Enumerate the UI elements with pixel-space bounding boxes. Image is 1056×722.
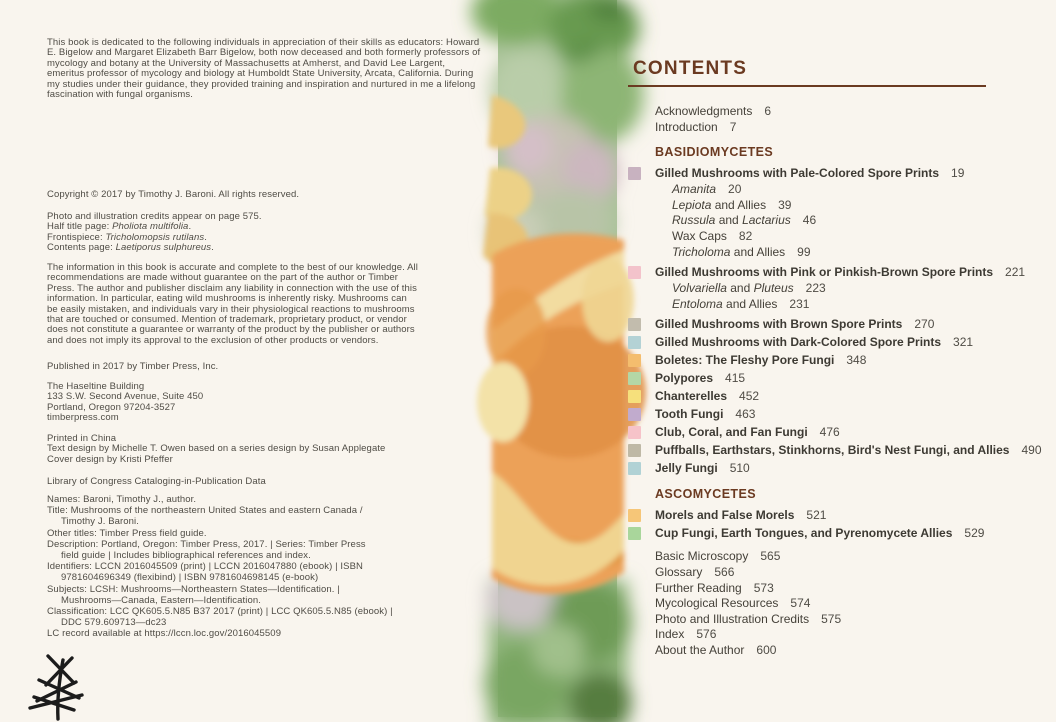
toc-page-number: 223 [805, 281, 826, 296]
loc-cataloging-heading: Library of Congress Cataloging-in-Publication Data [47, 476, 266, 487]
cip-data-block [47, 494, 487, 640]
section-heading: BASIDIOMYCETES [655, 145, 774, 160]
publisher-address [47, 382, 477, 424]
toc-page-number: 490 [1021, 443, 1042, 458]
toc-entry-label [672, 297, 777, 313]
toc-page-number: 348 [846, 353, 867, 368]
toc-entry-label [672, 182, 716, 198]
toc-entry-label: Basic Microscopy [655, 549, 749, 564]
category-color-swatch [628, 372, 641, 385]
toc-entry-label: Glossary [655, 564, 703, 579]
toc-page-number: 575 [821, 611, 842, 626]
toc-entry-main [628, 315, 1042, 333]
toc-entry-label [672, 229, 727, 245]
toc-entry [628, 612, 1042, 628]
toc-entry-main [628, 369, 1042, 387]
toc-entry-sub [628, 213, 1042, 229]
category-color-swatch [628, 318, 641, 331]
toc-entry-label: Gilled Mushrooms with Pale-Colored Spore Prints [655, 166, 940, 181]
cip-line: Description: Portland, Oregon: Timber Press, 2017. | Series: Timber Press [47, 538, 366, 550]
text-segment: Volvariella [672, 281, 727, 296]
toc-entry-label: Photo and Illustration Credits [655, 611, 810, 626]
toc-page-number: 463 [735, 407, 756, 422]
text-segment: and Allies [711, 197, 767, 212]
toc-entry-label: Puffballs, Earthstars, Stinkhorns, Bird's Nest Fungi, and Allies [655, 443, 1010, 458]
cip-line: Title: Mushrooms of the northeastern United States and eastern Canada / [47, 505, 363, 517]
toc-entry [628, 549, 1042, 565]
toc-page-number: 452 [739, 389, 760, 404]
contents-title: CONTENTS [628, 58, 986, 87]
contents-page [617, 0, 1056, 717]
toc-entry-label: About the Author [655, 642, 745, 657]
toc-page-number: 573 [753, 580, 774, 595]
cip-line: Classification: LCC QK605.5.N85 B37 2017 (print) | LCC QK605.5.N85 (ebook) | [47, 606, 393, 618]
text-segment: Half title page: [47, 221, 113, 233]
toc-entry-main [628, 423, 1042, 441]
category-color-swatch [628, 509, 641, 522]
photo-credit-lines [47, 212, 477, 254]
toc-entry-main [628, 164, 1042, 182]
text-segment: . [204, 231, 207, 243]
toc-entry-main [628, 441, 1042, 459]
toc-entry [628, 104, 1042, 120]
back-matter-entries [628, 549, 1042, 658]
toc-entry-label: Gilled Mushrooms with Dark-Colored Spore Prints [655, 335, 942, 350]
category-color-swatch [628, 167, 641, 180]
dedication-paragraph: This book is dedicated to the following individuals in appreciation of their skills as educators: Howard E. Bigelow and Margaret Elizabeth Barr Bigelow, both now deceased and both formerly professors of mycology and botany at the University of Massachusetts at Amherst, and David Lee Largent, emeritus professor of mycology and biology at Humboldt State University, Arcata, California. During my studies under their guidance, they provided training and inspiration and nurtured in me a lifelong fascination with fungal organisms. [47, 37, 481, 101]
toc-entry-main [628, 351, 1042, 369]
category-color-swatch [628, 390, 641, 403]
text-segment: Pluteus [753, 281, 794, 296]
category-color-swatch [628, 408, 641, 421]
toc-entry [628, 565, 1042, 581]
toc-entry-main [628, 387, 1042, 405]
toc-page-number: 19 [951, 166, 965, 181]
text-segment: . [211, 242, 214, 254]
toc-entry-label: Index [655, 627, 685, 642]
cip-line: Names: Baroni, Timothy J., author. [47, 494, 197, 505]
toc-entry-label: Gilled Mushrooms with Brown Spore Prints [655, 317, 903, 332]
text-segment: Entoloma [672, 296, 723, 311]
toc-page-number: 565 [760, 549, 781, 564]
toc-entry [628, 627, 1042, 643]
text-segment: Pholiota multifolia [112, 221, 189, 233]
copyright-line: Copyright © 2017 by Timothy J. Baroni. All rights reserved. [47, 189, 300, 200]
front-matter-entries [628, 104, 1042, 135]
cip-line: LC record available at https://lccn.loc.gov/2016045509 [47, 628, 282, 640]
text-segment: and [715, 213, 743, 228]
text-segment: Lepiota [672, 197, 712, 212]
toc-entry-label: Polypores [655, 371, 714, 386]
toc-entry-sub [628, 229, 1042, 245]
toc-entry-main [628, 459, 1042, 477]
toc-page-number: 521 [806, 508, 827, 523]
toc-page-number: 46 [802, 213, 817, 228]
toc-entry-label [672, 213, 791, 229]
toc-entry-label: Mycological Resources [655, 596, 779, 611]
contents-page-photo [498, 0, 617, 717]
toc-entry-label: Cup Fungi, Earth Tongues, and Pyrenomycete Allies [655, 526, 953, 541]
text-segment: Amanita [672, 182, 717, 197]
category-color-swatch [628, 266, 641, 279]
toc-sections [628, 145, 1042, 542]
toc-entry-label: Tooth Fungi [655, 407, 724, 422]
toc-entry-label [672, 245, 785, 261]
toc-entry-label [672, 198, 766, 214]
toc-page-number: 221 [1005, 265, 1026, 280]
toc-entry [628, 581, 1042, 597]
toc-entry-label: Further Reading [655, 580, 742, 595]
text-segment: Lactarius [742, 213, 791, 228]
text-segment: Wax Caps [672, 228, 727, 243]
laetiporus-mushroom-photo [498, 0, 617, 717]
toc-page-number: 574 [790, 596, 811, 611]
toc-page-number: 99 [797, 244, 811, 259]
toc-entry [628, 643, 1042, 659]
category-color-swatch [628, 462, 641, 475]
text-segment: Laetiporus sulphureus [115, 242, 212, 254]
toc-entry-label: Chanterelles [655, 389, 728, 404]
text-segment: Photo and illustration credits appear on page 575. [47, 211, 262, 222]
toc-entry-main [628, 524, 1042, 542]
text-line: 133 S.W. Second Avenue, Suite 450 [47, 391, 204, 403]
toc-page-number: 576 [696, 627, 717, 642]
production-credits [47, 434, 477, 465]
twig-doodle-illustration [24, 653, 86, 719]
text-segment: Contents page: [47, 242, 116, 254]
table-of-contents [628, 104, 1042, 659]
toc-page-number: 510 [729, 461, 750, 476]
toc-entry [628, 120, 1042, 136]
cip-line: Other titles: Timber Press field guide. [47, 527, 207, 539]
text-segment: and Allies [722, 296, 778, 311]
toc-entry-sub [628, 245, 1042, 261]
toc-entry-sub [628, 297, 1042, 313]
category-color-swatch [628, 354, 641, 367]
toc-page-number: 6 [764, 104, 772, 118]
text-segment: Frontispiece: [47, 231, 106, 243]
section-heading: ASCOMYCETES [655, 487, 756, 502]
toc-entry-label: Gilled Mushrooms with Pink or Pinkish-Brown Spore Prints [655, 265, 994, 280]
text-line: timberpress.com [47, 412, 119, 424]
toc-page-number: 529 [964, 526, 985, 541]
toc-entry-sub [628, 198, 1042, 214]
toc-page-number: 321 [953, 335, 974, 350]
toc-entry-label: Jelly Fungi [655, 461, 718, 476]
cip-line: Mushrooms—Canada, Eastern—Identification. [61, 594, 262, 606]
text-line: Cover design by Kristi Pfeffer [47, 453, 173, 465]
text-segment: Tricholoma [672, 244, 731, 259]
category-color-swatch [628, 336, 641, 349]
category-color-swatch [628, 527, 641, 540]
toc-page-number: 231 [789, 296, 810, 311]
toc-entry-main [628, 405, 1042, 423]
toc-page-number: 270 [914, 317, 935, 332]
copyright-page [0, 0, 498, 717]
toc-page-number: 39 [778, 197, 792, 212]
category-color-swatch [628, 426, 641, 439]
toc-entry-label [672, 281, 794, 297]
cip-line: Identifiers: LCCN 2016045509 (print) | LCCN 2016047880 (ebook) | ISBN [47, 561, 364, 573]
text-line: Printed in China [47, 433, 117, 444]
category-color-swatch [628, 444, 641, 457]
toc-page-number: 20 [728, 182, 742, 197]
cip-line: field guide | Includes bibliographical references and index. [61, 550, 311, 562]
toc-page-number: 566 [714, 564, 735, 579]
text-line: Portland, Oregon 97204-3527 [47, 401, 176, 413]
toc-entry-sub [628, 281, 1042, 297]
published-line: Published in 2017 by Timber Press, Inc. [47, 361, 219, 372]
text-segment: and [726, 281, 754, 296]
toc-page-number: 7 [729, 119, 737, 134]
cip-line: DDC 579.609713—dc23 [61, 617, 167, 629]
toc-page-number: 476 [819, 425, 840, 440]
toc-entry-label: Club, Coral, and Fan Fungi [655, 425, 808, 440]
toc-entry-label: Morels and False Morels [655, 508, 795, 523]
toc-page-number: 415 [725, 371, 746, 386]
disclaimer-paragraph: The information in this book is accurate and complete to the best of our knowledge. All recommendations are made without guarantee on the part of the author or Timber Press. The author and publisher disclaim any liability in connection with the use of this information. In particular, eating wild mushrooms is inherently risky. Mushrooms can be easily mistaken, and individuals vary in their physiological reactions to mushrooms that are touched or consumed. Mention of trademark, proprietary product, or vendor does not constitute a guarantee or warranty of the product by the publisher or authors and does not imply its approval to the exclusion of other products or vendors. [47, 262, 418, 346]
text-segment: and Allies [730, 244, 786, 259]
cip-line: Subjects: LCSH: Mushrooms—Northeastern States—Identification. | [47, 583, 340, 595]
toc-page-number: 82 [738, 228, 753, 243]
toc-entry-sub [628, 182, 1042, 198]
text-line: Text design by Michelle T. Owen based on a series design by Susan Applegate [47, 443, 386, 455]
credit-line [47, 243, 477, 253]
text-segment: . [188, 221, 192, 233]
cip-line: Timothy J. Baroni. [61, 516, 139, 528]
toc-entry-main [628, 333, 1042, 351]
toc-entry-label: Boletes: The Fleshy Pore Fungi [655, 353, 835, 368]
cip-line: 9781604696349 (flexibind) | ISBN 9781604698145 (e-book) [61, 572, 319, 584]
toc-entry-label: Introduction [655, 119, 718, 134]
text-segment: Tricholomopsis rutilans [105, 231, 205, 243]
toc-entry [628, 596, 1042, 612]
toc-page-number: 600 [756, 642, 777, 657]
toc-entry-main [628, 506, 1042, 524]
text-segment: Russula [672, 213, 716, 228]
text-line: The Haseltine Building [47, 381, 145, 392]
toc-entry-label: Acknowledgments [655, 104, 753, 118]
toc-entry-main [628, 263, 1042, 281]
